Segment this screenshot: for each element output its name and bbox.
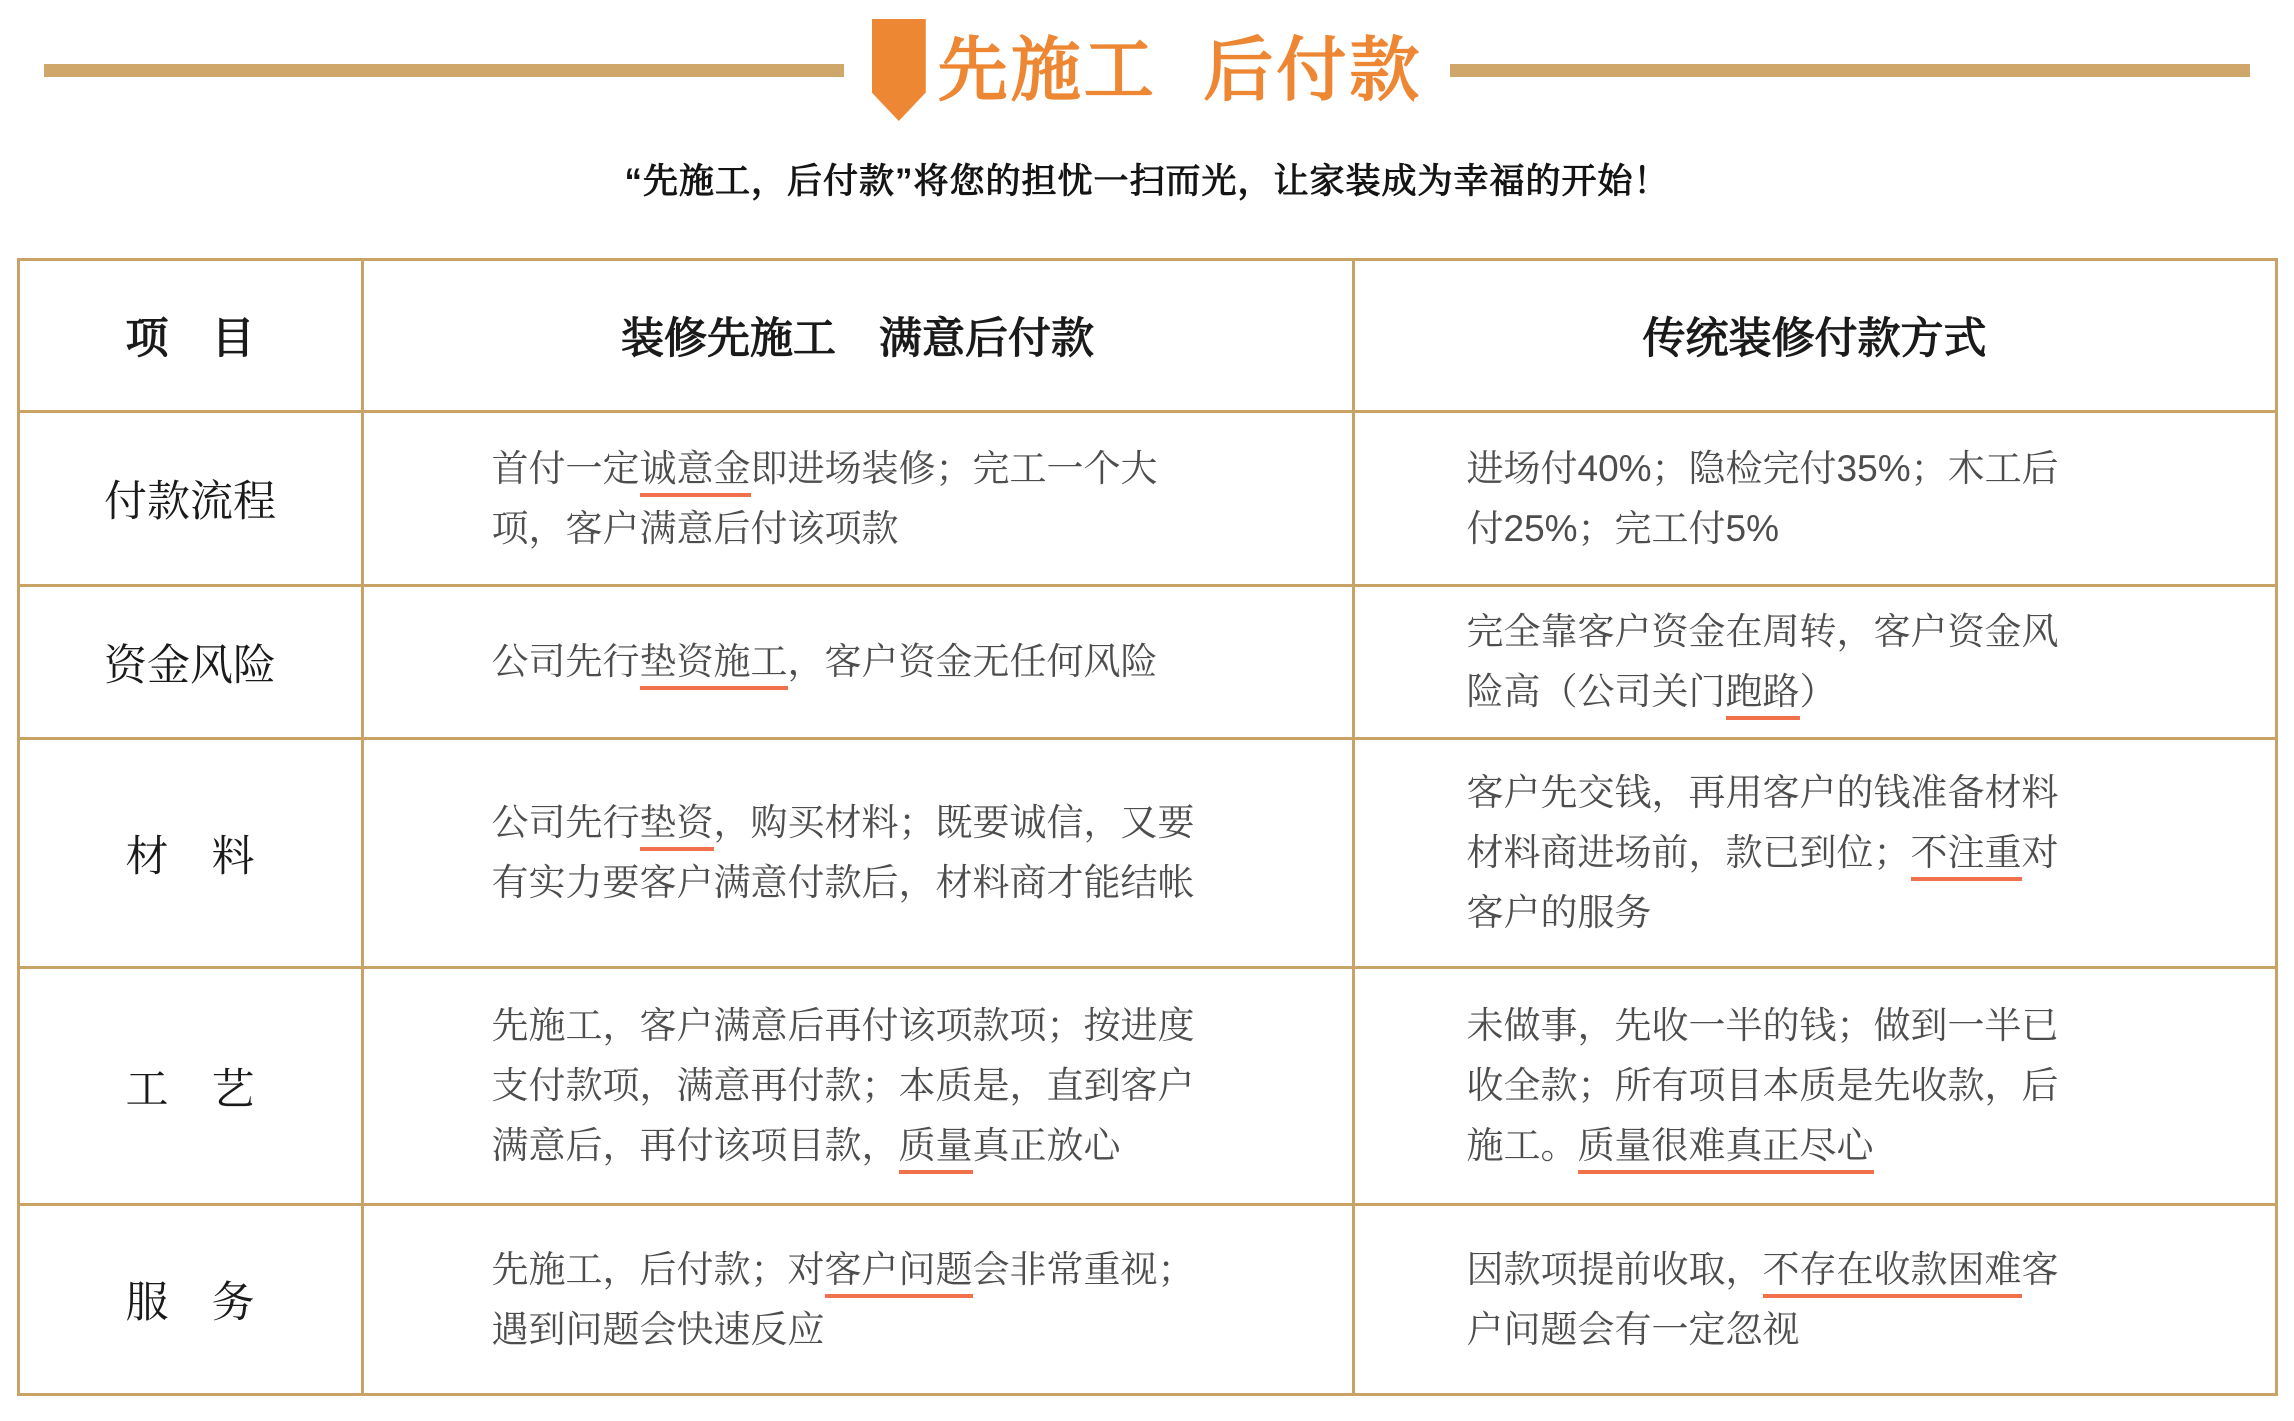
underlined-text: 垫资施工	[640, 641, 788, 690]
bookmark-icon	[872, 19, 926, 121]
underlined-text: 客户问题	[825, 1249, 973, 1298]
text-segment: 先施工，后付款；对	[491, 1248, 825, 1290]
comparison-table	[17, 258, 2278, 1396]
text-segment: 客户先交钱，再用客户的钱准备材料材料商进场前，款已到位；	[1466, 772, 2059, 873]
traditional-cell	[1353, 739, 2276, 968]
text-segment: 对客户的服务	[1466, 832, 2059, 933]
text-segment: 会非常重视；遇到问题会快速反应	[491, 1248, 1195, 1350]
text-segment: 即进场装修；完工一个大项，客户满意后付该项款	[491, 447, 1158, 549]
underlined-text: 跑路	[1726, 671, 1800, 720]
new-method-cell	[362, 1205, 1353, 1395]
traditional-cell	[1353, 1205, 2276, 1395]
traditional-cell	[1353, 968, 2276, 1205]
right-rule	[1450, 64, 2250, 77]
new-method-cell	[362, 739, 1353, 968]
row-label: 工 艺	[18, 968, 362, 1205]
page-title: 先施工 后付款	[937, 31, 1423, 109]
underlined-text: 不存在收款困难	[1763, 1249, 2022, 1298]
col-header-traditional: 传统装修付款方式	[1353, 260, 2276, 412]
new-method-cell	[362, 586, 1353, 739]
col-header-new-method: 装修先施工 满意后付款	[362, 260, 1353, 412]
underlined-text: 质量	[899, 1125, 973, 1174]
text-segment: 进场付40%；隐检完付35%；木工后付25%；完工付5%	[1466, 447, 2059, 549]
table-row	[18, 586, 2276, 739]
row-label: 服 务	[18, 1205, 362, 1395]
underlined-text: 不注重	[1911, 832, 2022, 881]
infographic-page	[0, 14, 2294, 1396]
text-segment: 真正放心	[972, 1125, 1121, 1166]
text-segment: 公司先行	[491, 802, 640, 843]
table-body	[18, 412, 2276, 1395]
text-segment: 因款项提前收取，	[1466, 1248, 1763, 1290]
text-segment: 完全靠客户资金在周转，客户资金风险高（公司关门	[1466, 611, 2059, 712]
text-segment: 未做事，先收一半的钱；做到一半已收全款；所有项目本质是先收款，后施工。	[1466, 1005, 2059, 1166]
underlined-text: 垫资	[640, 802, 714, 851]
header-row	[18, 260, 2276, 412]
banner	[0, 14, 2294, 126]
table-row	[18, 968, 2276, 1205]
table-row	[18, 1205, 2276, 1395]
underlined-text: 质量很难真正尽心	[1578, 1125, 1874, 1174]
traditional-cell	[1353, 412, 2276, 586]
text-segment: 客户问题会有一定忽视	[1466, 1248, 2059, 1350]
new-method-cell	[362, 968, 1353, 1205]
text-segment: 公司先行	[491, 641, 640, 682]
new-method-cell	[362, 412, 1353, 586]
col-header-item: 项 目	[18, 260, 362, 412]
traditional-cell	[1353, 586, 2276, 739]
row-label: 资金风险	[18, 586, 362, 739]
text-segment: 首付一定	[491, 447, 640, 489]
row-label: 付款流程	[18, 412, 362, 586]
table-row	[18, 739, 2276, 968]
underlined-text: 诚意金	[640, 448, 751, 497]
table-row	[18, 412, 2276, 586]
subtitle: “先施工，后付款”将您的担忧一扫而光，让家装成为幸福的开始！	[624, 162, 1670, 201]
row-label: 材 料	[18, 739, 362, 968]
text-segment: 先施工，客户满意后再付该项款项；按进度支付款项，满意再付款；本质是，直到客户满意后，再付该项目款，	[491, 1005, 1195, 1166]
left-rule	[44, 64, 844, 77]
text-segment: ，客户资金无任何风险	[787, 641, 1158, 682]
text-segment: ）	[1799, 671, 1837, 712]
text-segment: ，购买材料；既要诚信，又要有实力要客户满意付款后，材料商才能结帐	[491, 802, 1195, 903]
